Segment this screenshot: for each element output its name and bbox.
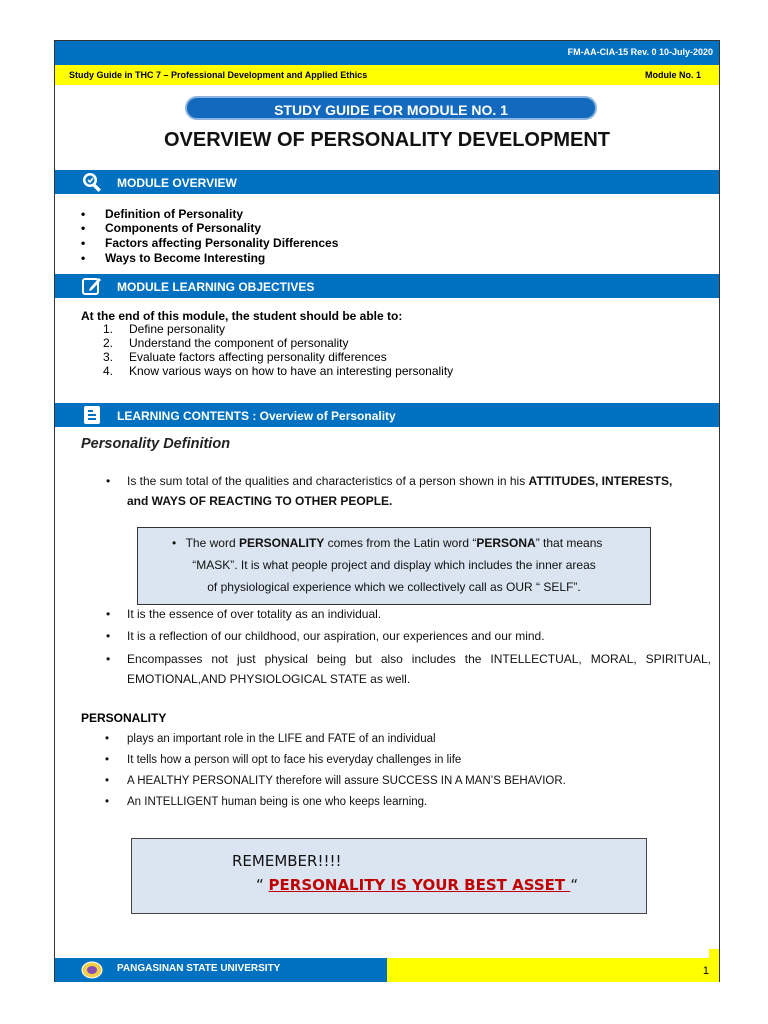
remember-title: REMEMBER!!!! (232, 852, 342, 870)
module-banner: STUDY GUIDE FOR MODULE NO. 1 (185, 96, 597, 120)
footer-page-bar (387, 958, 719, 982)
content-bullet: • Encompasses not just physical being but also includes the INTELLECTUAL, MORAL, SPIRITUAL, EMOTIONAL,AND PHYSIOLOGICAL STATE as well. (106, 652, 711, 686)
guide-bar (55, 65, 719, 85)
section-subheading: Personality Definition (81, 436, 231, 452)
personality-item: • plays an important role in the LIFE and FATE of an individual (105, 733, 436, 745)
edit-icon (81, 275, 103, 297)
objectives-header (55, 274, 719, 298)
definition-bullet: • Is the sum total of the qualities and characteristics of a person shown in his ATTITUDES, INTERESTS, and WAYS OF REACTING TO OTHER PEOPLE. (106, 474, 673, 508)
personality-item: • An INTELLIGENT human being is one who keeps learning. (105, 796, 428, 808)
magnifier-icon (81, 171, 103, 193)
page-number: 1 (702, 965, 709, 977)
contents-header (55, 403, 719, 427)
overview-header (55, 170, 719, 194)
personality-item: • It tells how a person will opt to face his everyday challenges in life (105, 754, 462, 766)
objective-item: 2. Understand the component of personality (103, 336, 349, 350)
contents-heading: LEARNING CONTENTS : Overview of Personality (117, 409, 396, 423)
objective-item: 3. Evaluate factors affecting personality differences (103, 350, 387, 364)
document-code: FM-AA-CIA-15 Rev. 0 10-July-2020 (567, 47, 713, 57)
remember-callout (131, 838, 647, 914)
university-seal-icon (81, 961, 103, 979)
objectives-intro: At the end of this module, the student should be able to: (81, 309, 403, 323)
objective-item: 4. Know various ways on how to have an interesting personality (103, 364, 454, 378)
university-name: PANGASINAN STATE UNIVERSITY (117, 963, 281, 974)
document-icon (81, 404, 103, 426)
top-bar (55, 41, 719, 65)
footer-university-bar (55, 958, 387, 982)
personality-heading: PERSONALITY (81, 711, 167, 725)
objective-item: 1. Define personality (103, 322, 226, 336)
remember-text: “ PERSONALITY IS YOUR BEST ASSET “ (256, 876, 579, 894)
persona-callout: • The word PERSONALITY comes from the Latin word “PERSONA” that means “MASK”. It is what people project and display which includes the inner areas of physiological experience which we collectively call as OUR “ SELF”. (137, 527, 651, 605)
content-bullet: • It is the essence of over totality as an individual. (106, 607, 382, 621)
page-title: OVERVIEW OF PERSONALITY DEVELOPMENT (164, 129, 610, 151)
document-page: FM-AA-CIA-15 Rev. 0 10-July-2020 Study Guide in THC 7 – Professional Development and Applied Ethics Module No. 1 STUDY GUIDE FOR MODULE NO. 1 OVERVIEW OF PERSONALITY DEVELOPMENT MODULE OVERVIEW • Definition of Personality • Components of Personality • Factors affecting Personality Differences • Ways to Become Interesting MODULE LEARNING OBJECTIVES At the end of this module, the student should be able to: 1. Define personality 2. Understand the component of personality 3. Evaluate factors affecting personality differences 4. Know various ways on how to have an interesting personality LEARNING CONTENTS : Overview of Personality Personality Definition • Is the sum total of the qualities and characteristics of a person shown in his ATTITUDES, INTERESTS, and WAYS OF REACTING TO OTHER PEOPLE. • The word PERSONALITY comes from the Latin word “PERSONA” that means “MASK”. It is what people project and display which includes the inner areas of physiological experience which we collectively call as OUR “ SELF”. • It is the essence of over totality as an individual. • It is a reflection of our childhood, our aspiration, our experiences and our mind. • Encompasses not just physical being but also includes the INTELLECTUAL, MORAL, SPIRITUAL, EMOTIONAL,AND PHYSIOLOGICAL STATE as well. PERSONALITY • plays an important role in the LIFE and FATE of an individual • It tells how a person will opt to face his everyday challenges in life • A HEALTHY PERSONALITY therefore will assure SUCCESS IN A MAN’S BEHAVIOR. • An INTELLIGENT human being is one who keeps learning. REMEMBER!!!! “ PERSONALITY IS YOUR BEST ASSET “ PANGASINAN STATE UNIVERSITY 1 (54, 40, 720, 982)
overview-heading: MODULE OVERVIEW (117, 176, 237, 190)
content-bullet: • It is a reflection of our childhood, our aspiration, our experiences and our mind. (106, 629, 545, 643)
guide-label: Study Guide in THC 7 – Professional Development and Applied Ethics (69, 70, 368, 80)
personality-item: • A HEALTHY PERSONALITY therefore will assure SUCCESS IN A MAN’S BEHAVIOR. (105, 775, 566, 787)
objectives-heading: MODULE LEARNING OBJECTIVES (117, 280, 315, 294)
module-label: Module No. 1 (645, 70, 701, 80)
